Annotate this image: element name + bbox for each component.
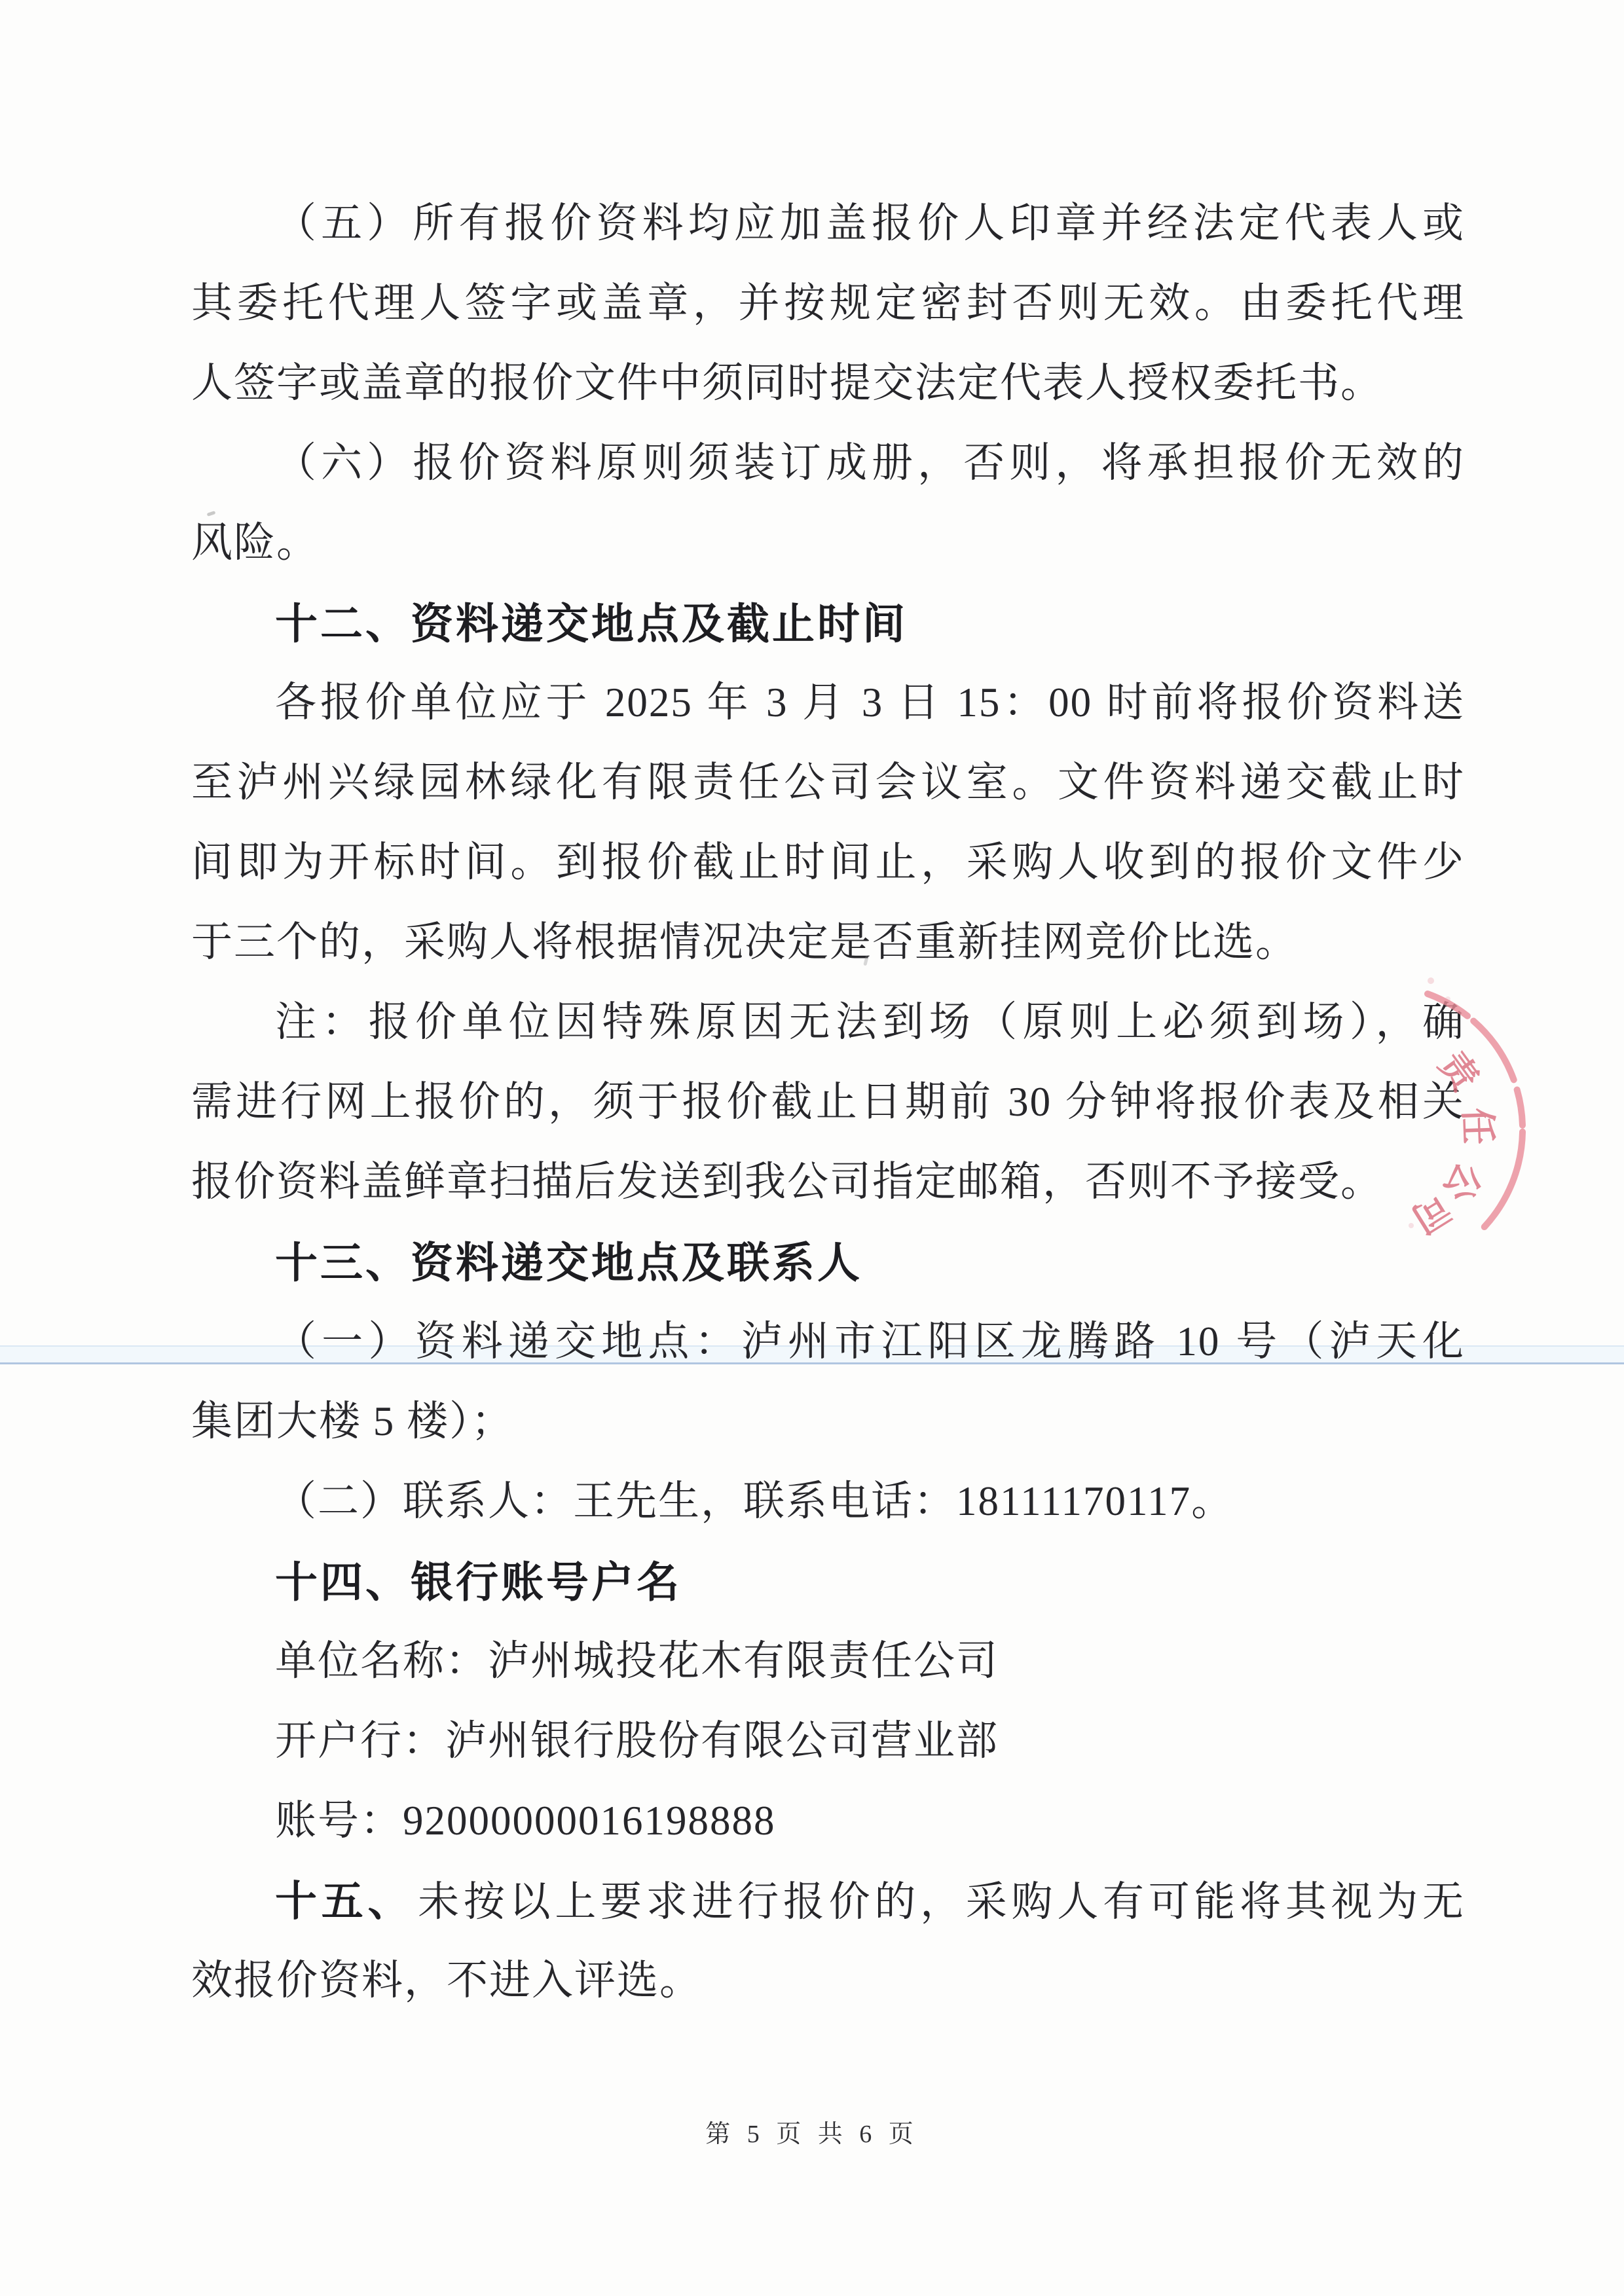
line-text: 报价资料盖鲜章扫描后发送到我公司指定邮箱，否则不予接受。 <box>191 1159 1383 1205</box>
text-line <box>191 517 1465 569</box>
seal-char: 任 <box>1456 1106 1500 1146</box>
heading-prefix: 十五、 <box>275 1878 415 1925</box>
line-text: 其委托代理人签字或盖章，并按规定密封否则无效。由委托代理 <box>191 280 1465 326</box>
text-line <box>191 757 1465 809</box>
line-text: 账号：92000000016198888 <box>275 1798 776 1844</box>
text-line <box>191 437 1465 489</box>
seal-ink-speck <box>1428 977 1434 984</box>
text-line <box>191 1316 1465 1368</box>
line-text: 单位名称：泸州城投花木有限责任公司 <box>275 1638 999 1684</box>
seal-char-faint: 司 <box>1405 1186 1458 1241</box>
text-line <box>191 357 1465 409</box>
seal-char: 公 <box>1435 1156 1490 1209</box>
line-text: （六）报价资料原则须装订成册，否则，将承担报价无效的 <box>275 440 1465 486</box>
seal-ink-speck <box>1409 1223 1414 1228</box>
heading-line <box>191 1556 1465 1609</box>
company-seal-stamp <box>1215 962 1555 1303</box>
line-text: 未按以上要求进行报价的，采购人有可能将其视为无 <box>418 1879 1466 1925</box>
line-text: 风险。 <box>191 520 319 566</box>
line-text: 人签字或盖章的报价文件中须同时提交法定代表人授权委托书。 <box>191 360 1383 406</box>
line-text: 于三个的，采购人将根据情况决定是否重新挂网竞价比选。 <box>191 919 1298 965</box>
line-text: （二）联系人：王先生，联系电话：18111170117。 <box>275 1478 1234 1524</box>
text-line <box>191 1875 1465 1928</box>
line-text: 集团大楼 5 楼）； <box>191 1398 514 1444</box>
line-text: 至泸州兴绿园林绿化有限责任公司会议室。文件资料递交截止时 <box>191 759 1465 805</box>
text-line <box>191 1715 1465 1767</box>
seal-ink-speck <box>1445 996 1450 1002</box>
text-line <box>191 1955 1465 2007</box>
line-text: （一）资料递交地点：泸州市江阳区龙腾路 10 号（泸天化 <box>275 1319 1465 1364</box>
line-text: 间即为开标时间。到报价截止时间止，采购人收到的报价文件少 <box>191 839 1465 885</box>
text-line <box>191 1635 1465 1687</box>
line-text: 需进行网上报价的，须于报价截止日期前 30 分钟将报价表及相关 <box>191 1079 1465 1125</box>
heading-line <box>191 597 1465 650</box>
line-text: 各报价单位应于 2025 年 3 月 3 日 15：00 时前将报价资料送 <box>275 680 1465 725</box>
line-text: 注：报价单位因特殊原因无法到场（原则上必须到场），确 <box>275 999 1465 1045</box>
line-text: 效报价资料，不进入评选。 <box>191 1958 702 2003</box>
line-text: （五）所有报价资料均应加盖报价人印章并经法定代表人或 <box>275 200 1465 246</box>
text-line <box>191 837 1465 888</box>
line-text: 十二、资料递交地点及截止时间 <box>275 600 908 647</box>
text-line <box>191 1476 1465 1527</box>
line-text: 开户行：泸州银行股份有限公司营业部 <box>275 1718 999 1764</box>
line-text: 十三、资料递交地点及联系人 <box>275 1239 863 1286</box>
text-line <box>191 677 1465 729</box>
text-line <box>191 917 1465 968</box>
text-line <box>191 1396 1465 1448</box>
page-footer: 第 5 页 共 6 页 <box>705 2121 919 2148</box>
line-text: 十四、银行账号户名 <box>275 1558 682 1606</box>
seal-char: 责 <box>1431 1044 1486 1099</box>
text-line <box>191 1795 1465 1847</box>
text-line <box>191 198 1465 249</box>
text-line <box>191 278 1465 329</box>
